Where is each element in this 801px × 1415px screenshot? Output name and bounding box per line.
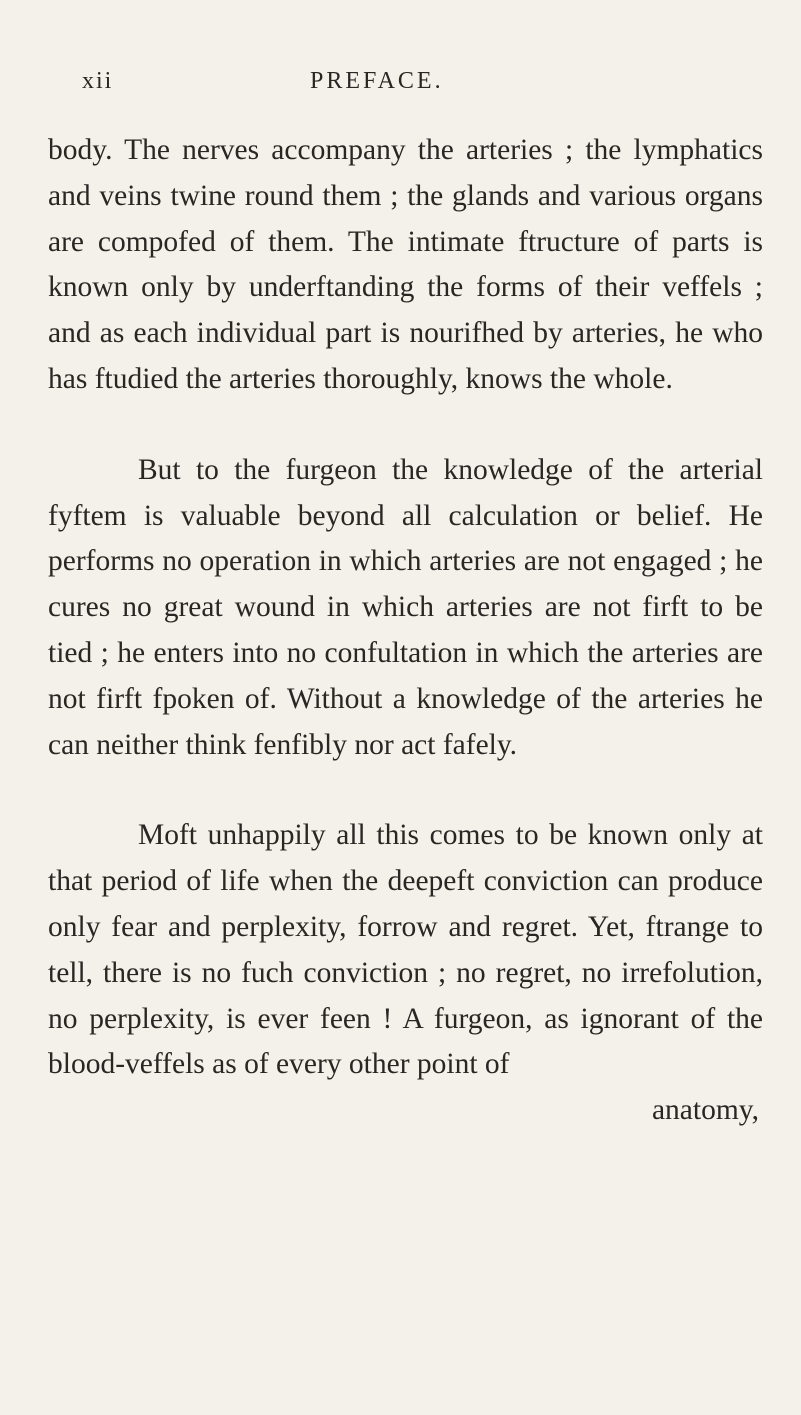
paragraph-1: body. The nerves accompany the arteries ; the lymphatics and veins twine round them ; the glands and various organs are compofed of them. The intimate ftructure of parts is known only by underftanding the forms of their veffels ; and as each individual part is nourifhed by arteries, he who has ftudied the arteries thoroughly, knows the whole. xyxy=(48,134,763,395)
running-title: PREFACE. xyxy=(310,68,444,94)
running-head xyxy=(48,68,763,108)
paragraph-2: But to the furgeon the knowledge of the arterial fyftem is valuable beyond all calculation or belief. He performs no operation in which arteries are not engaged ; he cures no great wound in which arteries are not firft to be tied ; he enters into no confultation in which the arteries are not firft fpoken of. Without a knowledge of the arteries he can neither think fenfibly nor act fafely. xyxy=(48,453,763,761)
catchword: anatomy, xyxy=(651,1094,759,1127)
body-text xyxy=(48,128,763,1134)
page-number: xii xyxy=(82,68,114,94)
paragraph-3: Moft unhappily all this comes to be known only at that period of life when the deepeft conviction can produce only fear and perplexity, forrow and regret. Yet, ftrange to tell, there is no fuch conviction ; no regret, no irrefolution, no perplexity, is ever feen ! A furgeon, as ignorant of the blood-veffels as of every other point of xyxy=(48,819,763,1081)
